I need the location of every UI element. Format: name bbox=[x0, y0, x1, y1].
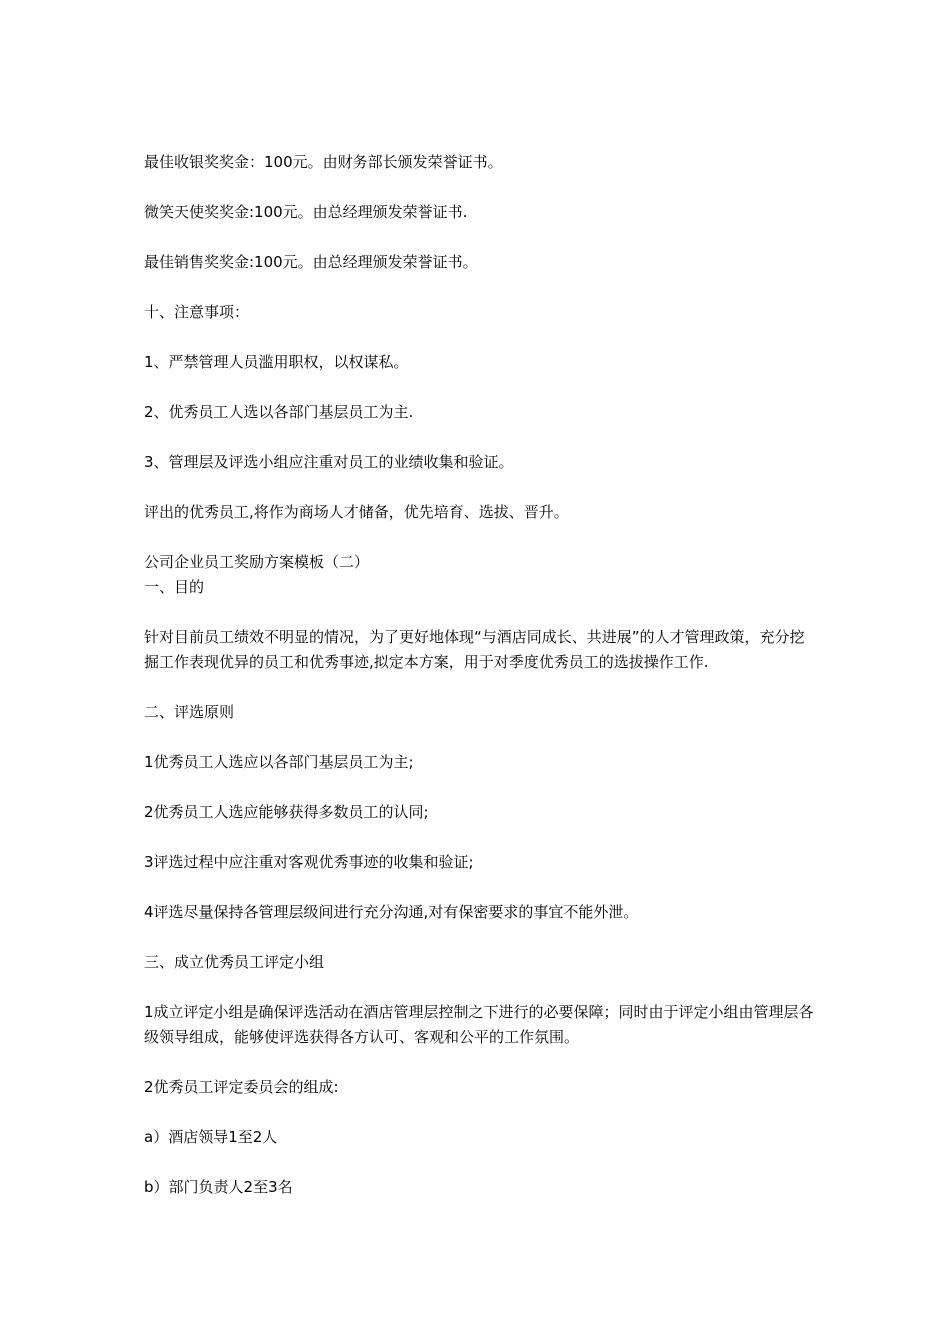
paragraph-note-3: 3、管理层及评选小组应注重对员工的业绩收集和验证。 bbox=[144, 453, 514, 471]
paragraph-committee-2: 2优秀员工评定委员会的组成: bbox=[144, 1078, 339, 1096]
paragraph-principle-2: 2优秀员工人选应能够获得多数员工的认同; bbox=[144, 803, 429, 821]
paragraph-cashier-award: 最佳收银奖奖金：100元。由财务部长颁发荣誉证书。 bbox=[144, 153, 503, 171]
paragraph-note-2: 2、优秀员工人选以各部门基层员工为主. bbox=[144, 403, 414, 421]
section-heading-purpose: 一、目的 bbox=[144, 578, 205, 596]
paragraph-talent-reserve: 评出的优秀员工,将作为商场人才储备，优先培育、选拔、晋升。 bbox=[144, 503, 569, 521]
paragraph-purpose: 针对目前员工绩效不明显的情况，为了更好地体现“与酒店同成长、共进展”的人才管理政策，充分挖掘工作表现优异的员工和优秀事迹,拟定本方案，用于对季度优秀员工的选拔操作工作. bbox=[144, 628, 805, 671]
section-heading-notes: 十、注意事项： bbox=[144, 303, 250, 321]
paragraph-principle-3: 3评选过程中应注重对客观优秀事迹的收集和验证; bbox=[144, 853, 474, 871]
document-subtitle: 公司企业员工奖励方案模板（二） bbox=[144, 553, 370, 571]
section-heading-principles: 二、评选原则 bbox=[144, 703, 235, 721]
paragraph-committee-a: a）酒店领导1至2人 bbox=[144, 1128, 278, 1146]
paragraph-committee-1: 1成立评定小组是确保评选活动在酒店管理层控制之下进行的必要保障；同时由于评定小组由管理层各级领导组成，能够使评选获得各方认可、客观和公平的工作氛围。 bbox=[144, 1003, 814, 1046]
paragraph-smile-angel-award: 微笑天使奖奖金:100元。由总经理颁发荣誉证书. bbox=[144, 203, 468, 221]
paragraph-committee-b: b）部门负责人2至3名 bbox=[144, 1178, 293, 1196]
paragraph-principle-1: 1优秀员工人选应以各部门基层员工为主; bbox=[144, 753, 414, 771]
document-body bbox=[144, 150, 814, 1225]
section-heading-committee: 三、成立优秀员工评定小组 bbox=[144, 953, 325, 971]
paragraph-note-1: 1、严禁管理人员滥用职权，以权谋私。 bbox=[144, 353, 409, 371]
paragraph-principle-4: 4评选尽量保持各管理层级间进行充分沟通,对有保密要求的事宜不能外泄。 bbox=[144, 903, 639, 921]
paragraph-sales-award: 最佳销售奖奖金:100元。由总经理颁发荣誉证书。 bbox=[144, 253, 478, 271]
